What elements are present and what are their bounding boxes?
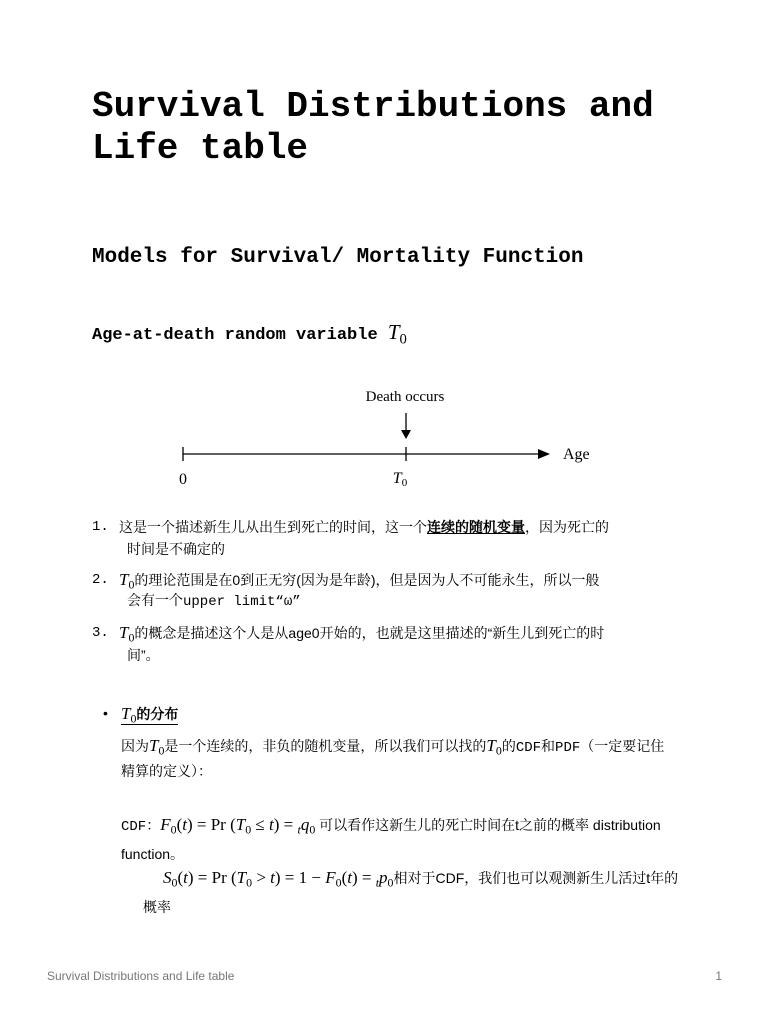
list-item-text: 这是一个描述新生儿从出生到死亡的时间，这一个连续的随机变量，因为死亡的 — [119, 519, 609, 535]
age-axis-arrow-head — [538, 449, 550, 459]
page-number: 1 — [715, 969, 722, 983]
list-item-text: $T_0$的概念是描述这个人是从age0开始的，也就是这里描述的“新生儿到死亡的时 — [119, 623, 605, 645]
list-item-continuation: 间”。 — [127, 647, 160, 663]
bullet-marker: • — [103, 705, 108, 721]
numbered-list-item-3 — [92, 622, 677, 666]
list-item — [92, 622, 677, 666]
origin-label: 0 — [179, 471, 187, 488]
t0-symbol: $T_0$ — [486, 736, 502, 758]
t0-axis-label: T0 — [392, 470, 408, 489]
list-number: 2. — [92, 572, 109, 588]
list-item-text: $T_0$的理论范围是在0到正无穷(因为是年龄)，但是因为人不可能永生，所以一般 — [119, 570, 600, 592]
numbered-list-item-2 — [92, 569, 677, 613]
cdf-formula: $F_0(t) = Pr$ $(T_0 \le t) = _tq_0$ — [160, 815, 316, 837]
distribution-heading: $T_0$的分布 — [121, 704, 179, 726]
list-item-continuation: 会有一个upper limit“ω” — [127, 594, 301, 610]
list-item-continuation: 时间是不确定的 — [127, 541, 225, 557]
cdf-definition: CDF：$F_0(t) = Pr$ $(T_0 \le t) = _tq_0$ 可以看作这新生儿的死亡时间在t之前的概率 distribution function。 — [121, 815, 661, 862]
death-arrow-head — [401, 430, 411, 439]
t0-symbol: $T_0$ — [149, 736, 165, 758]
page-title: Survival Distributions and Life table — [92, 86, 654, 169]
survival-formula: $S_0(t) = Pr$ $(T_0 > t) = 1 - F_0(t) = _tp_0$ — [163, 868, 394, 890]
t0-symbol: $T_0$ — [119, 623, 135, 645]
age-axis-label: Age — [563, 446, 590, 463]
continuous-random-variable-highlight: 连续的随机变量 — [427, 519, 525, 535]
t0-symbol: $T_0$ — [121, 704, 137, 726]
list-item — [92, 516, 677, 560]
cdf-label: CDF： — [121, 819, 161, 835]
t0-symbol: $T_0$ — [387, 320, 407, 348]
list-item — [92, 569, 677, 613]
t0-symbol: $T_0$ — [119, 570, 135, 592]
list-number: 3. — [92, 625, 109, 641]
subtitle-heading: Models for Survival/ Mortality Function — [92, 246, 584, 269]
distribution-paragraph: 因为$T_0$是一个连续的，非负的随机变量，所以我们可以找的$T_0$的CDF和PDF（一定要记住精算的定义）： — [121, 736, 665, 781]
section-heading-text: Age-at-death random variable — [92, 326, 378, 345]
survival-definition: $S_0(t) = Pr$ $(T_0 > t) = 1 - F_0(t) = _tp_0$相对于CDF，我们也可以观测新生儿活过t年的概率 — [143, 868, 679, 915]
death-occurs-label: Death occurs — [365, 389, 445, 405]
age-at-death-diagram — [160, 380, 620, 490]
footer-title: Survival Distributions and Life table — [47, 969, 235, 983]
section-heading — [92, 320, 407, 348]
list-number: 1. — [92, 519, 109, 535]
numbered-list — [92, 516, 677, 560]
